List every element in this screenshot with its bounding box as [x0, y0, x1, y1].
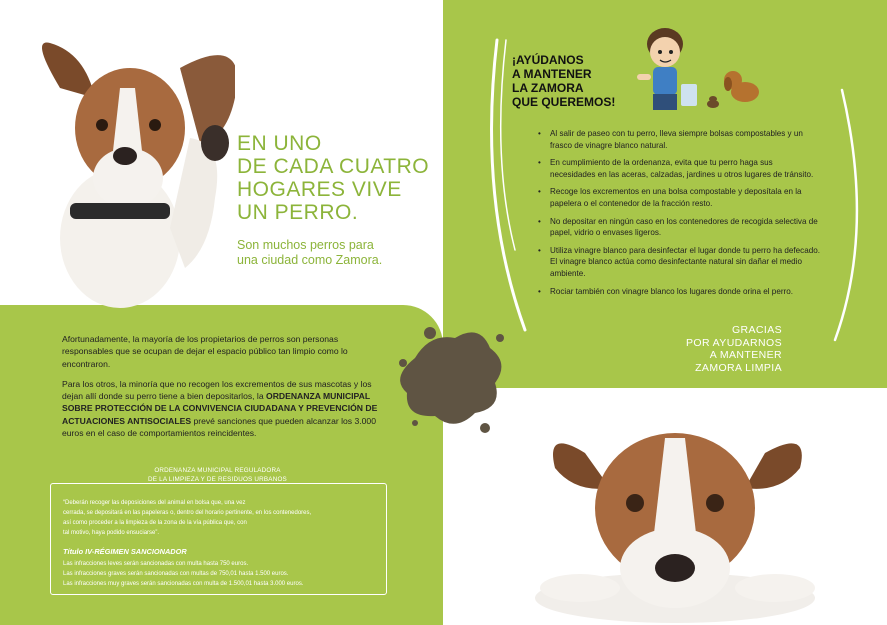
headline-line: EN UNO	[237, 132, 322, 155]
headline-subtitle	[237, 238, 382, 268]
intro-paragraph	[62, 378, 382, 439]
bullet: •	[538, 245, 541, 255]
box-title-line: DE LA LIMPIEZA Y DE RESIDUOS URBANOS	[148, 475, 287, 483]
bullet: •	[538, 158, 541, 168]
tip-item	[535, 216, 820, 239]
tips-list	[535, 128, 820, 303]
headline-line: UN PERRO.	[237, 201, 359, 224]
quote-line: “Deberán recoger las deposiciones del animal en bolsa que, una vez	[63, 500, 246, 506]
help-title-line: QUE QUEREMOS!	[512, 95, 616, 109]
bullet: •	[538, 286, 541, 296]
fines-list	[63, 559, 303, 590]
stain-icon	[385, 318, 515, 438]
fine-item: Las infracciones graves serán sancionadas con multas de 750,01 hasta 1.500 euros.	[63, 571, 289, 578]
ordinance-box-title	[140, 467, 295, 484]
dog-listening-icon	[10, 28, 235, 308]
thanks-line: GRACIAS	[731, 324, 782, 336]
tip-text: Al salir de paseo con tu perro, lleva siempre bolsas compostables y un frasco de vinagre blanco natural.	[550, 129, 803, 150]
tip-text: Recoge los excrementos en una bolsa compostable y deposítala en la papelera o el contenedor de la fracción resto.	[550, 187, 802, 208]
help-title-line: LA ZAMORA	[512, 81, 584, 95]
page-headline	[237, 132, 429, 224]
tip-text: Rociar también con vinagre blanco los lugares donde orina el perro.	[550, 286, 793, 296]
ordinance-quote	[63, 498, 373, 538]
tip-item	[535, 286, 820, 298]
thanks-message	[640, 324, 782, 374]
sanctions-title: Título IV-RÉGIMEN SANCIONADOR	[63, 547, 187, 556]
boy-with-dog-icon	[625, 22, 765, 122]
tip-item	[535, 245, 820, 280]
bullet: •	[538, 187, 541, 197]
tip-item	[535, 186, 820, 209]
bullet: •	[538, 129, 541, 138]
thanks-line: ZAMORA LIMPIA	[695, 361, 782, 374]
help-title-line: ¡AYÚDANOS	[512, 53, 584, 67]
help-title	[512, 53, 615, 109]
quote-line: tal motivo, haya podido ensuciarse”.	[63, 530, 160, 536]
ordinance-name: ORDENANZA MUNICIPAL SOBRE PROTECCIÓN DE LA CONVIVENCIA CIUDADANA Y PREVENCIÓN DE ACTUACIONES ANTISOCIALES	[62, 391, 378, 426]
tip-text: Utiliza vinagre blanco para desinfectar el lugar donde tu perro ha defecado. El vinagre blanco actúa como desinfectante natural sin dañar el medio ambiente.	[550, 245, 820, 278]
tip-item	[535, 128, 820, 151]
intro-text-start: Para los otros, la minoría que no recogen los excrementos de sus mascotas y los dejan allí donde su perro tiene a bien depositarlos, la	[62, 378, 372, 402]
intro-text-end: prevé sanciones que pueden alcanzar los 3.000 euros en el caso de comportamientos reincidentes.	[62, 415, 376, 439]
tip-text: No depositar en ningún caso en los contenedores de recogida selectiva de papel, vidrio o envases ligeros.	[550, 216, 818, 238]
thanks-line: POR AYUDARNOS	[685, 336, 782, 349]
subtitle-line: Son muchos perros para	[237, 238, 374, 252]
headline-line: HOGARES VIVE	[237, 178, 402, 201]
tip-text: En cumplimiento de la ordenanza, evita que tu perro haga sus necesidades en las aceras, calzadas, jardines u otros lugares de tránsito.	[550, 158, 814, 179]
dog-lying-icon	[525, 418, 825, 623]
headline-line: DE CADA CUATRO	[237, 155, 430, 178]
intro-paragraph: Afortunadamente, la mayoría de los propietarios de perros son personas responsables que se ocupan de dejar el espacio público tan limpio como lo encontraron.	[62, 334, 348, 369]
thanks-line: A MANTENER	[709, 349, 782, 362]
quote-line: cerrada, se depositará en las papeleras o, dentro del horario pertinente, en los contenedores,	[63, 510, 312, 516]
quote-line: así como proceder a la limpieza de la zona de la vía pública que, con	[63, 520, 247, 526]
fine-item: Las infracciones leves serán sancionadas con multa hasta 750 euros.	[63, 561, 249, 567]
box-title-line: ORDENANZA MUNICIPAL REGULADORA	[154, 467, 281, 474]
subtitle-line: una ciudad como Zamora.	[237, 253, 383, 267]
tip-item	[535, 157, 820, 180]
fine-item: Las infracciones muy graves serán sancionadas con multa de 1.500,01 hasta 3.000 euros.	[63, 581, 304, 588]
intro-text	[62, 333, 382, 447]
bullet: •	[538, 216, 541, 226]
help-title-line: A MANTENER	[512, 67, 592, 81]
